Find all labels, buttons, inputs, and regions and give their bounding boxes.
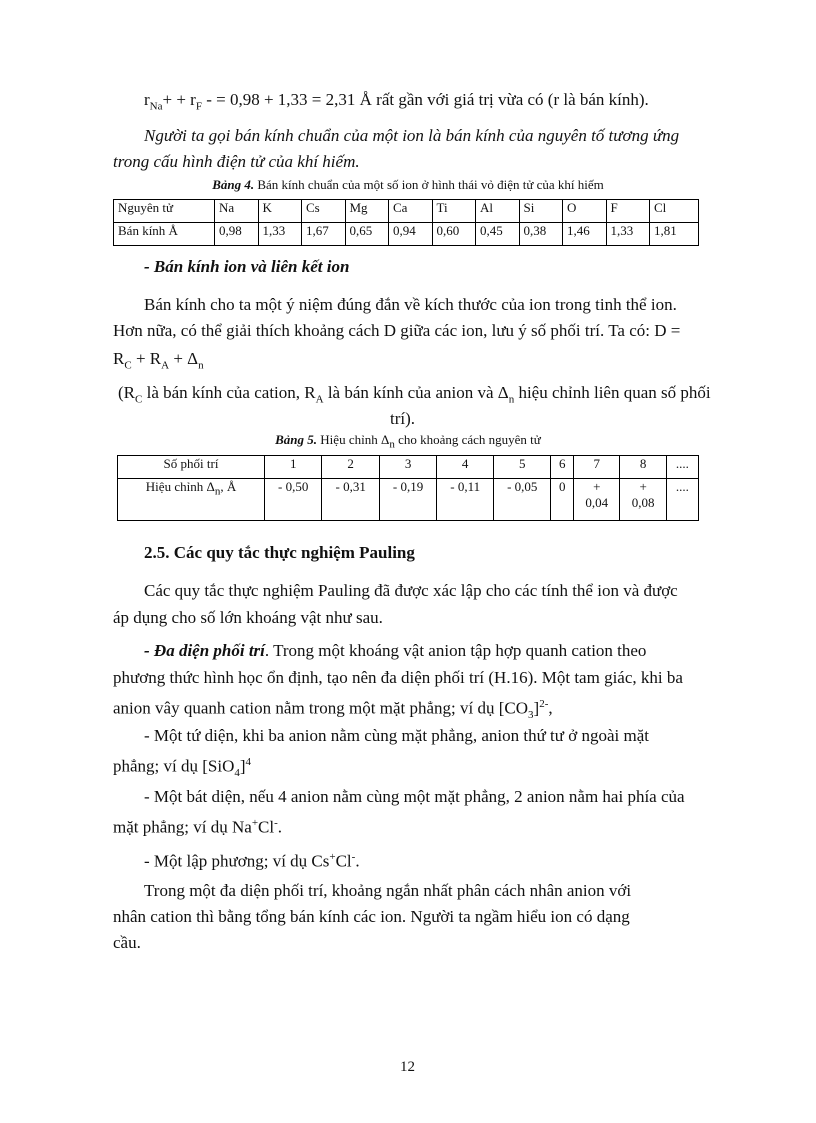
table5-caption: Bảng 5. Hiệu chỉnh $\Delta_n$ cho khoảng cách nguyên tử	[275, 432, 541, 451]
formula-line: $r_{Na}+ + r_F$ - = 0,98 + 1,33 = 2,31 Å rất gần với giá trị vừa có (r là bán kính).	[144, 90, 649, 113]
table-row	[118, 479, 699, 521]
table-cell: 1	[265, 456, 322, 479]
table-cell: 0,94	[389, 223, 433, 246]
table-cell: 7	[574, 456, 620, 479]
table-cell: 1,33	[606, 223, 650, 246]
table5	[117, 455, 699, 521]
table-cell: Al	[476, 200, 520, 223]
formula-line: $R_C + R_A + \Delta_n$	[113, 349, 204, 372]
paragraph-line: phương thức hình học ổn định, tạo nên đa diện phối trí (H.16). Một tam giác, khi ba	[113, 668, 683, 687]
table-cell: F	[606, 200, 650, 223]
table-cell: Ti	[432, 200, 476, 223]
paragraph-line: trí).	[390, 409, 416, 428]
table-cell: Na	[215, 200, 259, 223]
paragraph-line: - Một lập phương; ví dụ Cs+Cl-.	[144, 851, 360, 871]
table-cell: Số phối trí	[118, 456, 265, 479]
table-cell: Nguyên tử	[114, 200, 215, 223]
table-cell: Si	[519, 200, 563, 223]
table4	[113, 199, 699, 246]
table-cell: Mg	[345, 200, 389, 223]
paragraph-line: - Đa diện phối trí. Trong một khoáng vật anion tập hợp quanh cation theo	[144, 641, 647, 660]
table-cell: ....	[666, 456, 698, 479]
table-cell: 1,46	[563, 223, 607, 246]
table-cell: O	[563, 200, 607, 223]
table-cell: + 0,08	[620, 479, 666, 521]
table-cell: - 0,19	[379, 479, 436, 521]
page-number: 12	[400, 1059, 415, 1075]
table-cell: - 0,50	[265, 479, 322, 521]
table-cell: Bán kính Å	[114, 223, 215, 246]
table-cell: 4	[437, 456, 494, 479]
table-row	[118, 456, 699, 479]
table-cell: K	[258, 200, 302, 223]
paragraph-line: - Một bát diện, nếu 4 anion nằm cùng một mặt phẳng, 2 anion nằm hai phía của	[144, 787, 685, 806]
subheading-ion-radius: - Bán kính ion và liên kết ion	[144, 257, 350, 276]
paragraph-line: Hơn nữa, có thể giải thích khoảng cách D giữa các ion, lưu ý số phối trí. Ta có: D =	[113, 321, 681, 340]
table-cell: - 0,05	[494, 479, 551, 521]
paragraph-line: Các quy tắc thực nghiệm Pauling đã được xác lập cho các tính thể ion và được	[144, 581, 678, 600]
paragraph-line: áp dụng cho số lớn khoáng vật như sau.	[113, 608, 383, 627]
paragraph-line: - Một tứ diện, khi ba anion nằm cùng mặt phẳng, anion thứ tư ở ngoài mặt	[144, 726, 649, 745]
paragraph-line: ($R_C$ là bán kính của cation, $R_A$ là bán kính của anion và $\Delta_n$ hiệu chỉnh liên quan số phối	[118, 383, 711, 406]
table-cell: 5	[494, 456, 551, 479]
paragraph-line: mặt phẳng; ví dụ Na+Cl-.	[113, 817, 283, 837]
section-title: 2.5. Các quy tắc thực nghiệm Pauling	[144, 543, 415, 562]
table-row	[114, 200, 699, 223]
table-cell: 8	[620, 456, 666, 479]
table-cell: - 0,11	[437, 479, 494, 521]
table-cell: 1,67	[302, 223, 346, 246]
table-cell: - 0,31	[322, 479, 379, 521]
table-cell: 0,45	[476, 223, 520, 246]
table-cell: Ca	[389, 200, 433, 223]
table-row	[114, 223, 699, 246]
italic-definition: Người ta gọi bán kính chuẩn của một ion là bán kính của nguyên tố tương ứng	[144, 126, 680, 145]
table-cell: Hiệu chỉnh $\Delta_n$, Å	[118, 479, 265, 521]
table-cell: Cl	[650, 200, 699, 223]
table-cell: 0,65	[345, 223, 389, 246]
table-cell: + 0,04	[574, 479, 620, 521]
paragraph-line: phẳng; ví dụ $[SiO_4]^4$	[113, 756, 252, 780]
table-cell: Cs	[302, 200, 346, 223]
table-cell: 3	[379, 456, 436, 479]
table-cell: 0,38	[519, 223, 563, 246]
table-cell: 0,98	[215, 223, 259, 246]
table-cell: 1,33	[258, 223, 302, 246]
paragraph-line: Trong một đa diện phối trí, khoảng ngắn nhất phân cách nhân anion với	[144, 881, 632, 900]
paragraph-line: nhân cation thì bằng tổng bán kính các ion. Người ta ngầm hiểu ion có dạng	[113, 907, 630, 926]
table-cell: 0,60	[432, 223, 476, 246]
italic-definition-cont: trong cấu hình điện tử của khí hiếm.	[113, 152, 360, 171]
table-cell: ....	[666, 479, 698, 521]
table-cell: 1,81	[650, 223, 699, 246]
table-cell: 6	[551, 456, 574, 479]
table-cell: 0	[551, 479, 574, 521]
paragraph-line: cầu.	[113, 933, 141, 952]
table4-caption: Bảng 4. Bán kính chuẩn của một số ion ở hình thái vỏ điện tử của khí hiếm	[212, 177, 604, 192]
table-cell: 2	[322, 456, 379, 479]
paragraph-line: anion vây quanh cation nằm trong một mặt phẳng; ví dụ $[CO_3]^{2-}$,	[113, 698, 553, 722]
paragraph-line: Bán kính cho ta một ý niệm đúng đắn về kích thước của ion trong tinh thể ion.	[144, 295, 677, 314]
